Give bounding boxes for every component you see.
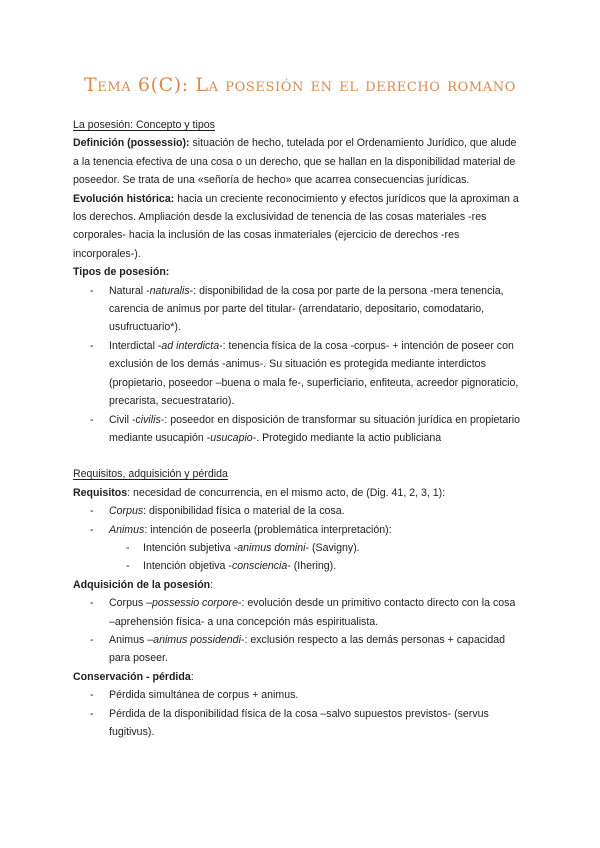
list-item-tipo-natural (73, 282, 523, 337)
item-latin-term: Animus (109, 523, 145, 536)
heading-colon: : (190, 670, 194, 683)
section-spacer (73, 447, 523, 465)
item-text: -: tenencia física de la cosa -corpus- + intención de poseer con exclusión de los demás -animus-. Su situación es protegida mediante interdictos (propietario, poseedor –buena o mala fe-, superficiario, enfiteuta, acreedor pignoraticio, precarista, secuestratario). (109, 339, 519, 408)
item-text: Intención subjetiva - (143, 541, 238, 554)
list-item-tipo-interdictal (73, 337, 523, 411)
conservacion-list (73, 686, 523, 741)
item-text: Natural - (109, 284, 150, 297)
item-text: -: evolución desde un primitivo contacto directo con la cosa –aprehensión física- a una concepción más espiritualista. (109, 597, 516, 628)
item-text: : disponibilidad física o material de la cosa. (143, 505, 345, 518)
dash-bullet: - (126, 560, 130, 573)
adquisicion-heading (73, 576, 523, 594)
heading-colon: : (210, 578, 214, 591)
item-latin-term: possessio corpore (152, 597, 238, 610)
item-text: Animus – (109, 633, 154, 646)
list-item-subjetiva (73, 539, 523, 557)
item-latin-term: animus domini (237, 541, 306, 554)
list-item-animus (73, 521, 523, 539)
evolucion-label: Evolución histórica: (73, 192, 175, 205)
item-text: : intención de poseerla (problemática interpretación): (144, 523, 392, 536)
list-item-objetiva (73, 557, 523, 575)
requisitos-text: : necesidad de concurrencia, en el mismo acto, de (Dig. 41, 2, 3, 1): (127, 486, 446, 499)
requisitos-label: Requisitos (73, 486, 128, 499)
item-latin-term: ad interdicta (161, 339, 220, 352)
dash-bullet: - (90, 633, 94, 646)
list-item-corpus-adquisicion (73, 594, 523, 631)
item-latin-term: animus possidendi (153, 633, 241, 646)
item-text: -: exclusión respecto a las demás personas + capacidad para poseer. (109, 633, 506, 665)
adquisicion-list (73, 594, 523, 668)
dash-bullet: - (90, 597, 94, 610)
dash-bullet: - (90, 523, 94, 536)
item-text: Pérdida simultánea de corpus + animus. (109, 689, 299, 702)
dash-bullet: - (90, 413, 94, 426)
definicion-text: situación de hecho, tutelada por el Ordenamiento Jurídico, que alude a la tenencia efectiva de una cosa o un derecho, que se hallan en la disponibilidad material de poseedor. Se trata de una «señoría de hecho» que acarrea consecuencias jurídicas. (73, 137, 517, 187)
dash-bullet: - (90, 339, 94, 352)
item-text: Pérdida de la disponibilidad física de la cosa –salvo supuestos previstos- (servus fugitivus). (109, 707, 489, 738)
list-item-animus-adquisicion (73, 631, 523, 668)
tipos-heading (73, 263, 523, 281)
item-text: Intención objetiva - (143, 560, 232, 573)
item-text: -: disponibilidad de la cosa por parte de la persona -mera tenencia, carencia de animus por parte del titular- (arrendatario, depositario, comodatario, usufructuario*). (109, 284, 504, 334)
list-item-corpus (73, 502, 523, 520)
dash-bullet: - (90, 689, 94, 702)
page-title: Tema 6(C): La posesión en el derecho romano (84, 74, 516, 96)
item-latin-term: usucapio (210, 431, 253, 444)
dash-bullet: - (90, 505, 94, 518)
section-heading-requisitos: Requisitos, adquisición y pérdida (73, 468, 228, 481)
item-text: -. Protegido mediante la actio publiciana (252, 431, 442, 444)
tipos-label: Tipos de posesión: (73, 266, 170, 279)
item-text: -: poseedor en disposición de transformar su situación jurídica en propietario mediante usucapión - (109, 413, 521, 444)
adquisicion-label: Adquisición de la posesión (73, 578, 211, 591)
tipos-list (73, 282, 523, 448)
dash-bullet: - (90, 707, 94, 720)
animus-sublist (73, 539, 523, 576)
item-latin-term: naturalis (149, 284, 190, 297)
list-item-tipo-civil (73, 411, 523, 448)
section-heading-concepto: La posesión: Concepto y tipos (73, 119, 215, 131)
item-latin-term: consciencia (231, 560, 288, 573)
list-item-perdida-simultanea (73, 686, 523, 704)
requisitos-paragraph (73, 484, 523, 502)
evolucion-paragraph (73, 190, 523, 264)
item-text: Civil - (109, 413, 136, 426)
item-text: Corpus – (109, 597, 152, 610)
item-text: - (Ihering). (287, 560, 337, 573)
evolucion-text: hacia un creciente reconocimiento y efectos jurídicos que la aproximan a los derechos. Ampliación desde la exclusividad de tenencia de las cosas materiales -res corporales- hacia la inclusión de las cosas inmateriales (ejercicio de derechos -res incorporales-). (73, 192, 519, 260)
item-latin-term: Corpus (109, 505, 144, 518)
list-item-perdida-disponibilidad (73, 705, 523, 742)
item-text: Interdictal - (109, 339, 162, 352)
definicion-label: Definición (possessio): (73, 137, 190, 150)
conservacion-label: Conservación - pérdida (73, 670, 191, 683)
dash-bullet: - (90, 284, 94, 297)
dash-bullet: - (126, 541, 130, 554)
conservacion-heading (73, 668, 523, 686)
definicion-paragraph (73, 134, 523, 189)
item-latin-term: civilis (135, 413, 161, 426)
document-body (73, 116, 523, 741)
item-text: - (Savigny). (305, 541, 360, 554)
requisitos-list (73, 502, 523, 539)
